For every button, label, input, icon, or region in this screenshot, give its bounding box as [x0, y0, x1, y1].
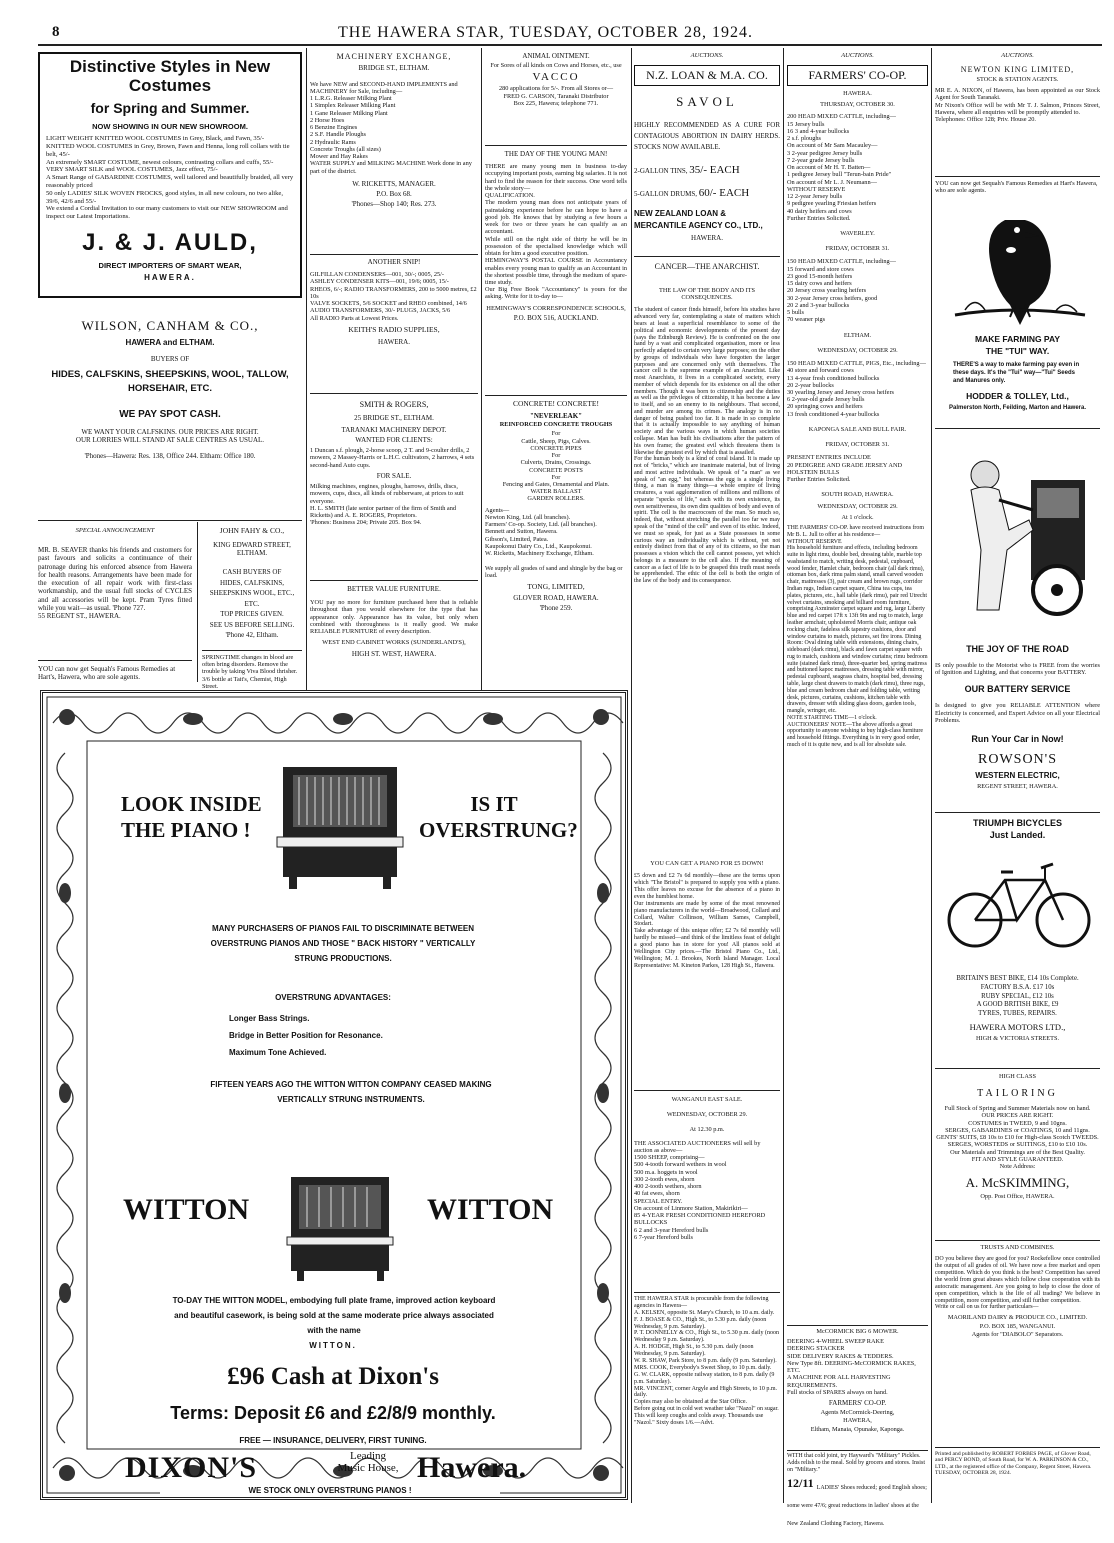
bicycles-sub: Just Landed. — [989, 830, 1046, 840]
mccormick-agents: Agents McCormick-Deering, — [820, 1409, 895, 1417]
young-name: HEMINGWAY'S CORRESPONDENCE SCHOOLS, — [486, 304, 626, 312]
piano-illustration — [275, 761, 405, 891]
piano-offer-article — [634, 860, 780, 970]
newspaper-title: THE HAWERA STAR, TUESDAY, OCTOBER 28, 1924. — [338, 24, 753, 41]
divider — [935, 1240, 1100, 1241]
page-number: 8 — [52, 24, 60, 40]
divider — [935, 1068, 1100, 1069]
column-rule — [481, 48, 482, 748]
mccormick-towns: Eltham, Manaia, Opunake, Kaponga. — [810, 1425, 905, 1433]
trusts-advert — [935, 1244, 1100, 1338]
farmers-date: THURSDAY, OCTOBER 30. — [820, 101, 895, 109]
fahy-name: JOHN FAHY & CO., — [219, 526, 285, 535]
seaver-body: MR. B. SEAVER thanks his friends and customers for past favours and solicits a continuance of their patronage during his enforced absence from Hawera for health reasons. Arrangements have been made for the execution of all repair work with first-class workmanship, and the usual full stocks of CYCLES and all accessories will be kept. Pram Tyres fitted while you wait—as usual. 'Phone 727. 55 REGENT ST., HAWERA. — [38, 546, 192, 620]
wilson-goods: HIDES, CALFSKINS, SHEEPSKINS, WOOL, TALLOW, HORSEHAIR, ETC. — [51, 369, 289, 395]
dixon-leading: Leading Music House, — [337, 1450, 399, 1474]
wanganui-head: WANGANUI EAST SALE. — [671, 1096, 743, 1103]
divider — [310, 580, 478, 581]
wanganui-sale — [634, 1096, 780, 1241]
concrete-address: GLOVER ROAD, HAWERA. — [513, 593, 599, 602]
tui-head-1: MAKE FARMING PAY — [974, 334, 1060, 344]
column-rule — [931, 48, 932, 1503]
young-address: P.O. BOX 516, AUCKLAND. — [513, 314, 599, 323]
dixon-terms: Terms: Deposit £6 and £2/8/9 monthly. — [170, 1403, 496, 1423]
dixon-today: TO-DAY THE WITTON MODEL, embodying full plate frame, improved action keyboard and beautiful casework, is being sold at the same moderate price always associated with the name — [172, 1296, 496, 1336]
nzloan-company: NEW ZEALAND LOAN & MERCANTILE AGENCY CO., LTD., — [634, 208, 763, 230]
radio-body: GILFILLAN CONDENSERS—001, 30/-; 0005, 25/- ASHLEY CONDENSER KITS—001, 19/6; 0005, 15/- RHEOS, 6/-; RADIO TRANSFORMERS, 200 to 5000 metres, £2 10s VALVE SOCKETS, 5/6 SOCKET and RHEO combined, 14/6 AUDIO TRANSFORMERS, 30/- PLUGS, JACKS, 5/6 All RADIO Parts at Lowest Prices. — [310, 271, 477, 322]
wilson-name: WILSON, CANHAM & CO., — [81, 318, 259, 333]
newtonking-sub: STOCK & STATION AGENTS. — [976, 76, 1059, 83]
tailoring-body: Full Stock of Spring and Summer Materials now on hand. OUR PRICES ARE RIGHT. COSTUMES in TWEED, 9 and 10gns. SERGES, GABARDINES or COATINGS, 10 and 11gns. GENTS' SUITS, £8 10s to £10 for High-class Scotch TWEEDS. SERGES, WORSTEDS or SUITINGS, £10 to £10 10s. Our Materials and Trimmings are of the Best Quality. FIT AND STYLE GUARANTEED. Note Address: — [936, 1105, 1099, 1171]
cancer-body: The student of cancer finds himself, before his studies have advanced very far, contemplating a state of matters which bears at least a superficial resemblance to some of the political and economic developments of the present day (says the Edinburgh Review). He is confronted on the one hand by a vast and complicated organisation, more or less perfectly adapted to certain very large purposes; on the other by groups of individuals who have forgotten the larger purposes and are concerned only with themselves. The cancer cell is the supreme example of an Anarchist. Like most Anarchists, it lives in a complicated society, every member of which depends for its existence on all the other members. Though it was born to citizenship and the duties as well as the privileges of citizenship, it has become a law to itself, and so an enemy to its neighbours. That second, and murder are among its crimes. The analogy is in no danger of being pushed too far. It is made in so complete that it is actually impossible to say anything of human society and the various ways in which human societies collapse. Man has built his civilisations after the pattern of his own frame; the greatest evil which threatens them is likewise the greatest evil by which that is assailed. For the human body is a kind of coral island. It is made up not of "bricks," which are inanimate material, but of living and most active individuals. We speak of "a man" as we speak of "an egg," but whereas the egg is a single living thing, a man is many things—a whole empire of living creatures, a vast agglomeration of millions and millions of separate "specks of life," each with its own existence, its own sensitiveness, its own dim qualities of body and even of spirit. The cell is the macrocosm of the man. So much so, indeed, that, without stretching the parallel too far we may speak of the "mind of the cell" and even of its ethic. Indeed, we must so speak, for just as a State possesses in some curious way an individuality which is without, yet not entirely distinct from that of any of its citizens, so the man possesses a vision which the cell cannot possess, yet which belongs in a measure to the cell also. If the meaning of cancer as a fact of life is to be grasped this truth must needs be apprehended. The ethic of the cell is both the origin of the law of the body and its consequence. — [634, 307, 780, 585]
column-rule — [783, 48, 784, 1503]
wanganui-date: WEDNESDAY, OCTOBER 29. — [666, 1111, 748, 1119]
cancer-sub: THE LAW OF THE BODY AND ITS CONSEQUENCES. — [659, 287, 755, 302]
bicycles-body: BRITAIN'S BEST BIKE, £14 10s Complete. FACTORY B.S.A. £17 10s RUBY SPECIAL, £12 10s A GOOD BRITISH BIKE, £9 TYRES, TUBES, REPAIRS. — [956, 975, 1079, 1018]
cancer-head: CANCER—THE ANARCHIST. — [654, 262, 760, 271]
divider — [485, 395, 627, 396]
sequah-notice-2: YOU can now get Sequah's Famous Remedies at Hart's Hawera, who are sole agents. — [935, 180, 1098, 195]
kaponga-head: KAPONGA SALE AND BULL FAIR. — [808, 425, 907, 433]
smith-address: 25 BRIDGE ST., ELTHAM. — [354, 414, 434, 423]
wanganui-body: THE ASSOCIATED AUCTIONEERS will sell by auction as above— 1500 SHEEP, comprising— 500 4-tooth forward wethers in wool 500 m.a. hoggets in wool 300 2-tooth ewes, shorn 400 2-tooth wethers, shorn 40 fat ewes, shorn SPECIAL ENTRY. On account of Linmore Station, Makirikiri— 85 4-YEAR FRESH CONDITIONED HEREFORD BULLOCKS 6 2 and 3-year Hereford bulls 6 7-year Hereford bulls — [634, 1139, 766, 1241]
shoes-notice — [787, 1476, 928, 1530]
smith-body2: Milking machines, engines, ploughs, harrows, drills, discs, mowers, cups, discs, all kinds of rubberware, at prices to suit everyone. H. L. SMITH (late senior partner of the firm of Smith and Ricketts) and A. E. ROGERS, Proprietors. 'Phones: Business 204; Private 205. Box 94. — [310, 483, 464, 527]
south-road-body: THE FARMERS' CO-OP. have received instructions from Mr B. L. Jull to offer at his residence— WITHOUT RESERVE His household furniture and effects, including bedroom suite in light rimu, double bed, dressing table, marble top washstand to match, writing desk, pedestal, cupboard, wood fender, Hamlet chair, bedroom chair (all dark rimu), ottoman box, dark rimu palm stand, small carved wooden chair, mattresses (3), pair cream and brown rugs, corridor Indian rugs, Indian carpet square, China tea cups, tea plates, pictures, etc., hall table (dark rimu), pair red Utrecht velvet curtains, smoking and billiard room furniture, comprising Axminster carpet square and rug, large Liberty blue and red carpet 17ft x 13ft 9in and rug to match, large leather armchair, upholstered Morris chair, antique oak rocking chair, fadeless silk tapestry cushions, door and window curtains to match, pictures, set fire irons. Dining Room: Oval dining table with extensions, dining chairs, sideboard (dark rimu), black and fawn carpet square with rug to match, cushions and window curtains; rimu bedroom suite (stained dark rimu), three-quarter bed, spring mattress and buttoned kapoc mattresses, dressing table with mirror, pedestal cupboard, seagrass chairs, hospital bed, dressing table, large chest drawers to match (dark rimu), three rugs, blue and cream bedroom chair and folding table, writing desk, pictures, curtains, cushions, kitchen table with drawers, dresser with sliding glass doors, garden tools, mangle, wringer, etc. NOTE STARTING TIME—1 o'clock. AUCTIONEERS' NOTE—The above affords a great opportunity to anyone wishing to buy high-class furniture and household fittings. Everything is in very good order, much of it is quite new, and is all for absolute sale. — [787, 525, 928, 749]
wilson-body: WE WANT YOUR CALFSKINS. OUR PRICES ARE RIGHT. OUR LORRIES WILL STAND AT SALE CENTRES AS USUAL. — [75, 427, 265, 444]
newtonking-name: NEWTON KING LIMITED, — [960, 65, 1075, 74]
radio-head: ANOTHER SNIP! — [367, 258, 421, 266]
machinery-phones: 'Phones—Shop 140; Res. 273. — [351, 200, 437, 209]
tailoring-address: Opp. Post Office, HAWERA. — [980, 1193, 1055, 1201]
sequah-notice: YOU can now get Sequah's Famous Remedies at Hart's, Hawera, who are sole agents. — [38, 665, 176, 682]
newtonking-body: MR E. A. NIXON, of Hawera, has been appointed as our Stock Agent for South Taranaki. Mr Nixon's Office will be with Mr T. J. Salmon, Princes Street, Hawera, where all enquiries will be promptly attended to. Telephones: Office 128; Priv. House 20. — [935, 87, 1100, 124]
machinery-name: MACHINERY EXCHANGE, — [336, 52, 452, 61]
divider — [634, 1292, 780, 1293]
cancer-article — [634, 262, 780, 585]
shoes-price: 12/11 — [787, 1476, 814, 1490]
furniture-advert — [310, 585, 478, 658]
machinery-address: BRIDGE ST., ELTHAM. — [358, 64, 430, 73]
auld-tag: DIRECT IMPORTERS OF SMART WEAR, — [98, 260, 242, 270]
bicycles-advert — [935, 818, 1100, 840]
trusts-head: TRUSTS AND COMBINES. — [980, 1244, 1055, 1251]
newton-king-advert — [935, 52, 1100, 123]
dixon-fifteen: FIFTEEN YEARS AGO THE WITTON WITTON COMPANY CEASED MAKING VERTICALLY STRUNG INSTRUMENTS. — [210, 1080, 492, 1105]
concrete-head: CONCRETE! CONCRETE! — [512, 399, 600, 408]
bicycle-illustration — [945, 850, 1095, 960]
eltham-body: 150 HEAD MIXED CATTLE, PIGS, Etc., including— 40 store and forward cows 13 4-year fresh conditioned bullocks 20 2-year bullocks 30 yearling Jersey and Jersey cross heifers 6 2-year-old grade Jersey bulls 20 springing cows and heifers 13 fresh conditioned 4-year bullocks — [787, 360, 926, 418]
vacco-body: For Sores of all kinds on Cows and Horses, etc., use — [490, 62, 622, 70]
witton-left: WITTON — [123, 1193, 250, 1226]
young-head: THE DAY OF THE YOUNG MAN! — [504, 150, 608, 158]
column-rule — [306, 48, 307, 748]
nzloan-product: SAVOL — [676, 94, 738, 109]
piano-note-body: £5 down and £2 7s 6d monthly—these are the terms upon which "The Bristol" is prepared to supply you with a piano. This offer leaves no excuse for the absence of a piano in even the humblest home. Our instruments are made by some of the most renowned piano manufacturers in the world—Broadwood, Collard and Collard, Walter Collinson, William Sames, Campbell, Stodart. Take advantage of this unique offer; £2 7s 6d monthly will hardly be missed—and think of the limitless feast of delight a good piano has in store for you! All pianos sold at Wellington City prices.—The Bristol Piano Co., Ltd., Wellington; M. J. Brookes, North Island Manager. Local Representative: M. Kineton Parkes, 128 High St., Hawera. — [634, 873, 780, 969]
nzloan-p2-label: 5-GALLON DRUMS, — [634, 189, 697, 198]
tailoring-advert — [935, 1073, 1100, 1201]
nzloan-price-1 — [634, 164, 780, 177]
divider — [634, 256, 780, 257]
hayward-notice: WITH that cold joint, try Hayward's "Military" Pickles. Adds relish to the meal. Sold by grocers and stores. Insist on "Military." — [787, 1453, 925, 1473]
farmers-coop-advert — [787, 52, 928, 749]
vacco-head: ANIMAL OINTMENT. — [522, 52, 590, 60]
waverley-date: FRIDAY, OCTOBER 31. — [825, 245, 890, 253]
furniture-name: WEST END CABINET WORKS (SUNDERLAND'S), — [322, 639, 466, 647]
trusts-box: P.O. BOX 185, WANGANUI. — [979, 1322, 1056, 1330]
machinery-sign: W. RICKETTS, MANAGER. — [352, 179, 436, 188]
waverley-head: WAVERLEY. — [840, 229, 875, 237]
witton-piano-illustration — [285, 1173, 395, 1283]
auld-name: J. & J. AULD, — [82, 228, 258, 256]
machinery-body: We have NEW and SECOND-HAND IMPLEMENTS and MACHINERY for Sale, including— 1 L.R.G. Releaser Milking Plant 1 Simplex Releaser Milking Plant 1 Gane Releaser Milking Plant 2 Horse Hoes 6 Benzine Engines 2 S.F. Handle Ploughs 2 Hydraulic Rams Concrete Troughs (all sizes) Mower and Hay Rakes WATER SUPPLY and MILKING MACHINE Work done in any part of the district. — [310, 80, 472, 175]
piano-note-head: YOU CAN GET A PIANO FOR £5 DOWN! — [650, 860, 764, 867]
farmers-body: 200 HEAD MIXED CATTLE, including— 15 Jersey bulls 16 3 and 4-year bullocks 2 s.f. ploughs On account of Mr Sam Macauley— 3 2-year pedigree Jersey bulls 7 2-year grade Jersey bulls On account of Mr H. T. Batten— 1 pedigree Jersey bull "Terun-bain Pride" On account of Mr L. J. Neumann— WITHOUT RESERVE 12 2-year Jersey bulls 9 pedigree yearling Friesian heifers 40 dairy heifers and cows Further Entries Solicited. — [787, 113, 896, 222]
south-road-head: SOUTH ROAD, HAWERA. — [821, 491, 894, 499]
farmers-name: FARMERS' CO-OP. — [787, 65, 928, 86]
rowson-body: IS only possible to the Motorist who is FREE from the worries of Ignition and Lighting, and that concerns your BATTERY. — [935, 662, 1100, 677]
rowson-run: Run Your Car in Now! — [971, 734, 1064, 745]
dixon-advert — [40, 690, 628, 1500]
kaponga-body: PRESENT ENTRIES INCLUDE 20 PEDIGREE AND GRADE JERSEY AND HOLSTEIN BULLS Further Entries Solicited. — [787, 454, 903, 484]
eltham-head: ELTHAM. — [843, 331, 872, 339]
tailoring-pre: HIGH CLASS — [999, 1073, 1036, 1080]
shoes-body: LADIES' Shoes reduced; good English shoes; some were 47/6; great reductions in ladies' shoes at the New Zealand Clothing Factory, Hawera. — [787, 1485, 927, 1527]
divider — [787, 1325, 928, 1326]
dixon-stock: WE STOCK ONLY OVERSTRUNG PIANOS ! — [160, 1486, 500, 1495]
wilson-buyers: BUYERS OF — [150, 355, 190, 363]
nz-loan-advert — [634, 52, 780, 242]
mccormick-place: HAWERA, — [843, 1417, 872, 1425]
dixon-free: FREE — INSURANCE, DELIVERY, FIRST TUNING. — [239, 1436, 427, 1445]
smith-rogers-advert — [310, 400, 478, 527]
mccormick-name: FARMERS' CO-OP. — [828, 1399, 887, 1408]
farmers-place: HAWERA. — [843, 90, 872, 97]
nzloan-p1-value: 35/- EACH — [689, 163, 740, 176]
trusts-body: DO you believe they are good for you? Rockefellow once controlled the output of all grades of oil. We have now a free market and open competition. Which do you think is the best? Competition has saved the world from great abuses which follow close cooperation with its autocratic management. Are you going to help to close the door of open competition, which is the life of all trading? We believe in competition, more competition, and still further competition. Write or call on us for further particulars— — [935, 1256, 1100, 1311]
tui-bird-illustration — [945, 200, 1095, 330]
masthead — [38, 22, 1102, 42]
divider — [935, 176, 1100, 177]
tailoring-name: A. McSKIMMING, — [965, 1175, 1070, 1191]
rowson-head: THE JOY OF THE ROAD — [966, 644, 1069, 654]
springtime-notice: SPRINGTIME changes in blood are often bring disorders. Remove the trouble by taking Viva Blood thrisher. 3/6 bottle at Tait's, Chemist, High Street. — [202, 654, 298, 690]
bicycles-address: HIGH & VICTORIA STREETS. — [975, 1035, 1060, 1043]
south-road-time: At 1 o'clock. — [841, 513, 874, 521]
tui-name: HODDER & TOLLEY, Ltd., — [966, 391, 1069, 402]
radio-place: HAWERA. — [378, 337, 410, 346]
divider — [935, 812, 1100, 813]
wilson-place: HAWERA and ELTHAM. — [125, 338, 215, 347]
auld-advert — [38, 52, 302, 298]
divider — [38, 520, 302, 521]
dixon-cash: £96 Cash at Dixon's — [227, 1363, 439, 1390]
auld-headline: Distinctive Styles in New Costumes — [69, 57, 271, 95]
auctions-label: AUCTIONS. — [690, 52, 724, 59]
nzloan-body: HIGHLY RECOMMENDED AS A CURE FOR CONTAGIOUS ABORTION IN DAIRY HERDS. STOCKS NOW AVAILABLE. — [634, 121, 780, 152]
wilson-cash: WE PAY SPOT CASH. — [119, 408, 221, 420]
waverley-body: 150 HEAD MIXED CATTLE, including— 15 forward and store cows 23 good 15-month heifers 15 dairy cows and heifers 20 Jersey cross yearling heifers 30 2-year Jersey cross heifers, good 20 2 and 3-year bullocks 5 bulls 70 weaner pigs — [787, 258, 896, 324]
concrete-brand: "NEVERLEAK" — [529, 411, 583, 420]
column-rule — [631, 48, 632, 1503]
vacco-name: VACCO — [532, 71, 580, 84]
trusts-name: MAORILAND DAIRY & PRODUCE CO., LIMITED. — [947, 1314, 1088, 1322]
smith-body: 1 Duncan s.f. plough, 2-horse scoop, 2 T. and 9-coulter drills, 2 mowers, 2 Massey-Harris or L.H.C. cultivators, 2 harrows, 4 sets second-hand Auto cups. — [310, 447, 475, 469]
furniture-head: BETTER VALUE FURNITURE. — [347, 585, 441, 593]
auld-body: LIGHT WEIGHT KNITTED WOOL COSTUMES in Grey, Black, and Fawn, 35/- KNITTED WOOL COSTUMES in Grey, Brown, Fawn and Henna, long roll collars with tie belt, 45/- An extremely SMART COSTUME, newest colours, contrasting collars and cuffs, 55/- VERY SMART SILK and WOOL COSTUMES, Jazz effect, 75/- A Smart Range of GABARDINE COSTUMES, well tailored and beautifully braided, all very reasonably priced 50 only LADIES' SILK WOVEN FROCKS, good styles, in all new colours, no two alike, 39/6, 42/6 and 55/- We extend a Cordial Invitation to our many customers to visit our NEW SHOWROOM and inspect our Latest Importations. — [46, 135, 294, 221]
divider — [485, 145, 627, 146]
seaver-advert — [38, 527, 192, 620]
auld-sub: for Spring and Summer. — [90, 100, 250, 117]
divider — [202, 650, 302, 651]
vacco-body2: 280 applications for 5/-. From all Stores or— FRED G. CARSON, Taranaki Distributor Box 225, Hawera; telephone 771. — [498, 85, 614, 107]
south-road-date: WEDNESDAY, OCTOBER 29. — [817, 502, 898, 510]
concrete-agents: Agents— Newton King, Ltd. (all branches). Farmers' Co-op. Society, Ltd. (all branches). Bennett and Sutton, Hawera. Gibson's, Limited, Patea. Kaupokonui Dairy Co., Ltd., Kaupokonui. W. Ricketts, Machinery Exchange, Eltham. We supply all grades of sand and shingle by the bag or load. — [485, 506, 623, 579]
seaver-head: SPECIAL ANNOUNCEMENT — [75, 527, 155, 534]
radio-name: KEITH'S RADIO SUPPLIES, — [348, 324, 440, 334]
concrete-body: For Cattle, Sheep, Pigs, Calves. CONCRETE PIPES For Culverts, Drains, Crossings. CONCRETE POSTS For Fencing and Gates, Ornamental and Plain. WATER BALLAST GARDEN ROLLERS. — [502, 430, 610, 503]
dixon-many: MANY PURCHASERS OF PIANOS FAIL TO DISCRIMINATE BETWEEN OVERSTRUNG PIANOS AND THOSE " BACK HISTORY " VERTICALLY STRUNG PRODUCTIONS. — [210, 924, 476, 964]
kaponga-date: FRIDAY, OCTOBER 31. — [825, 441, 890, 449]
auld-showing: NOW SHOWING IN OUR NEW SHOWROOM. — [92, 122, 248, 132]
auctions-label: AUCTIONS. — [1001, 52, 1034, 59]
witton-right: WITTON — [427, 1193, 554, 1226]
tui-body: THERE'S a way to make farming pay even in these days. It's the "Tui" way—"Tui" Seeds and Manures only. — [953, 362, 1080, 384]
tailoring-head: TAILORING — [977, 1088, 1058, 1100]
rowson-advert — [935, 644, 1100, 790]
mccormick-advert — [787, 1328, 928, 1433]
column-rule — [197, 522, 198, 682]
concrete-name: TONG, LIMITED, — [527, 582, 585, 592]
smith-depot: TARANAKI MACHINERY DEPOT. — [341, 425, 447, 434]
rowson-service: OUR BATTERY SERVICE — [964, 684, 1071, 695]
radio-advert — [310, 258, 478, 346]
rowson-body2: Is designed to give you RELIABLE ATTENTION where Electricity is concerned, and Expert Advice on all your Electrical Problems. — [935, 702, 1100, 724]
dixons-name: DIXON'S — [125, 1451, 258, 1484]
concrete-phone: 'Phone 259. — [539, 604, 573, 613]
eltham-date: WEDNESDAY, OCTOBER 29. — [817, 346, 898, 354]
wanganui-time: At 12.30 p.m. — [689, 1126, 725, 1134]
divider — [634, 1090, 780, 1091]
furniture-address: HIGH ST. WEST, HAWERA. — [351, 650, 437, 659]
masthead-rule — [38, 44, 1102, 46]
look-inside-heading: LOOK INSIDE THE PIANO ! — [121, 792, 262, 843]
dixon-witton-name: WITTON. — [309, 1341, 357, 1350]
divider — [787, 1450, 928, 1451]
machinery-box: P.O. Box 68. — [376, 189, 412, 198]
wilson-advert — [38, 318, 302, 508]
dixon-advantages: Longer Bass Strings. Bridge in Better Position for Resonance. Maximum Tone Achieved. — [229, 1014, 383, 1057]
nzloan-name: N.Z. LOAN & M.A. CO. — [634, 65, 780, 86]
fahy-body: CASH BUYERS OF HIDES, CALFSKINS, SHEEPSKINS WOOL, ETC., ETC. TOP PRICES GIVEN. SEE US BEFORE SELLING. 'Phone 42, Eltham. — [209, 568, 295, 640]
smith-sale: FOR SALE. — [376, 471, 412, 480]
smith-wanted: WANTED FOR CLIENTS: — [355, 435, 433, 444]
vacco-advert — [485, 52, 627, 107]
young-man-advert — [485, 150, 627, 323]
divider — [935, 1447, 1100, 1448]
dixon-hawera: Hawera. — [417, 1451, 527, 1484]
young-body: THERE are many young men in business to-day occupying important posts, earning big salaries. It is not hard to find the reason for their success. One word tells the whole story— QUALIFICATION. The modern young man does not anticipate years of painstaking experience before he can hope to have a good job. He knows that by studying a few hours a week for two or three years he can qualify as an accountant. While still on the right side of thirty he will be in possession of the specialised knowledge which will obtain for him a good executive position. HEMINGWAY'S POSTAL COURSE in Accountancy enables every young man to qualify as an Accountant in the shortest possible time, through the medium of spare-time study. Our Big Free Book "Accountancy" is yours for the asking. Write for it to-day to— — [485, 163, 627, 301]
dixon-advantages-head: OVERSTRUNG ADVANTAGES: — [275, 993, 391, 1002]
motorist-illustration — [945, 440, 1095, 640]
divider — [310, 393, 478, 394]
auctions-label: AUCTIONS. — [841, 52, 874, 59]
fahy-address: KING EDWARD STREET, ELTHAM. — [213, 540, 291, 558]
nzloan-p1-label: 2-GALLON TINS, — [634, 166, 688, 175]
nzloan-price-2 — [634, 187, 780, 200]
divider — [38, 660, 192, 661]
divider — [935, 428, 1100, 429]
bicycles-details — [935, 975, 1100, 1042]
concrete-sub: REINFORCED CONCRETE TROUGHS — [499, 421, 613, 429]
mccormick-head: McCORMICK BIG 6 MOWER. — [816, 1328, 899, 1335]
furniture-body: YOU pay no more for furniture purchased here that is reliable throughout than you would elsewhere for the type that has appearance only. Appearance has its value, but only when combined with thoroughness is it really good. We make RELIABLE FURNITURE of every description. — [310, 599, 478, 636]
overstrung-question: IS IT OVERSTRUNG? — [419, 792, 578, 843]
bicycles-head: TRIUMPH BICYCLES — [972, 818, 1062, 828]
trusts-agents: Agents for "DIABOLO" Separators. — [971, 1330, 1064, 1338]
mccormick-body: DEERING 4-WHEEL SWEEP RAKE DEERING STACKER SIDE DELIVERY RAKES & TEDDERS. New Type 8ft. DEERING-McCORMICK RAKES, ETC. A MACHINE FOR ALL HARVESTING REQUIREMENTS. Full stocks of SPARES always on hand. — [787, 1338, 916, 1396]
rowson-address: REGENT STREET, HAWERA. — [977, 783, 1058, 791]
rowson-name: ROWSON'S — [978, 752, 1057, 768]
machinery-advert — [310, 52, 478, 208]
nzloan-p2-value: 60/- EACH — [698, 186, 750, 199]
smith-name: SMITH & ROGERS, — [359, 400, 429, 409]
tui-towns: Palmerston North, Feilding, Marton and Hawera. — [948, 405, 1087, 412]
imprint: Printed and published by ROBERT FORBES PAGE, of Glover Road, and PERCY BOND, of South Road, for W. A. PARKINSON & CO., LTD., at the registered office of the Company, Regent Street, Hawera. TUESDAY, OCTOBER 28, 1924. — [935, 1451, 1092, 1477]
fahy-advert — [202, 527, 302, 641]
auld-place: HAWERA. — [144, 272, 196, 282]
bicycles-name: HAWERA MOTORS LTD., — [969, 1022, 1066, 1033]
nzloan-place: HAWERA. — [691, 233, 723, 242]
star-agencies: THE HAWERA STAR is procurable from the following agencies in Hawera— A. KELSEN, opposite St. Mary's Church, to 10 a.m. daily. F. J. BOASE & CO., High St., to 5.30 p.m. daily (noon Wednesday, 9 p.m. Saturday). P. T. DONNELLY & CO., High St., to 5.30 p.m. daily (noon Wednesday 9 p.m. Saturday). A. H. HODGE, High St., to 5.30 p.m. daily (noon Wednesday, 9 p.m. Saturday). W. R. SHAW, Park Store, to 8 p.m. daily (9 p.m. Saturday). MRS. COOK, Everybody's Sweet Shop, to 10 p.m. daily. G. W. CLARK, opposite railway station, to 8 p.m. daily (9 p.m. Saturday). MR. VINCENT, corner Argyle and High Streets, to 10 p.m. daily. Copies may also be obtained at the Star Office. Before going out in cold wet weather take "Nazol" on sugar. This will keep coughs and colds away. Thousands use "Nazol." Sixty doses 1/6.—Advt. — [634, 1296, 779, 1427]
wilson-phones: 'Phones—Hawera: Res. 138, Office 244. Eltham: Office 180. — [84, 452, 256, 460]
rowson-name2: WESTERN ELECTRIC, — [975, 771, 1060, 781]
divider — [310, 254, 478, 255]
tui-advert — [935, 334, 1100, 411]
concrete-advert — [485, 400, 627, 612]
tui-head-2: THE "TUI" WAY. — [985, 346, 1050, 356]
